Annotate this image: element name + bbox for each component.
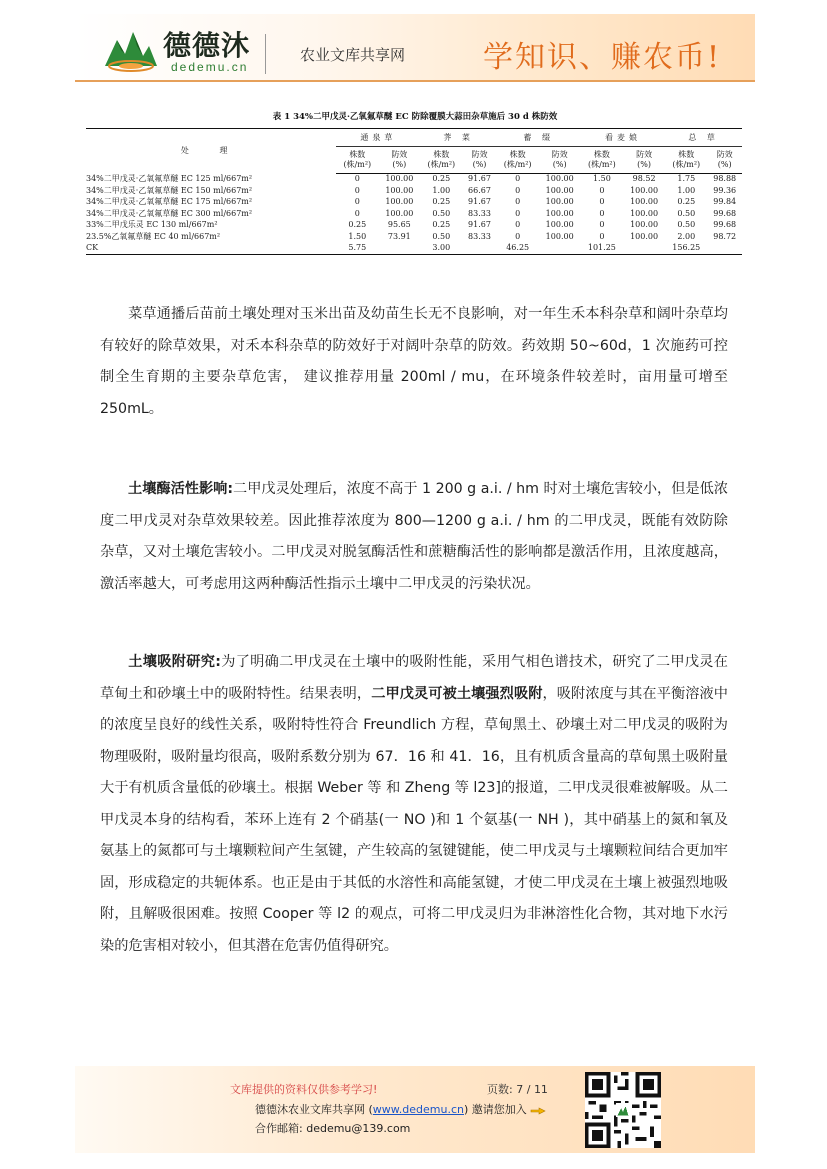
efficacy-cell: 83.33 (468, 231, 491, 241)
count-cell: 1.50 (348, 231, 367, 241)
subheader-unit: (%) (392, 160, 407, 169)
pointing-hand-icon (530, 1105, 546, 1116)
efficacy-cell: 100.00 (630, 185, 659, 195)
count-cell: 0 (354, 197, 360, 206)
treatment-cell: 33%二甲戊乐灵 EC 130 ml/667m² (86, 220, 218, 229)
table-body (86, 173, 742, 255)
efficacy-subheader (707, 146, 742, 173)
treatment-cell: 34%二甲戊灵·乙氧氟草醚 EC 125 ml/667m² (86, 173, 253, 183)
table-row (86, 208, 742, 220)
subheader-label: 株数 (509, 149, 526, 159)
count-cell: 0.50 (677, 220, 696, 229)
logo-domain: dedemu.cn (171, 60, 249, 74)
efficacy-cell: 100.00 (545, 208, 574, 218)
table-row (86, 243, 742, 255)
paragraph-text: ，吸附浓度与其在平衡溶液中的浓度呈良好的线性关系，吸附特性符合 Freundlich 方程，草甸黑土、砂壤土对二甲戊灵的吸附为物理吸附，吸附量均很高，吸附系数分别为 67．16 和 41．16，且有机质含量高的草甸黑土吸附量大于有机质含量低的砂壤土。根据 Weber 等 和 Zheng 等 l23]的报道，二甲戊灵很难被解吸。从二甲戊灵本身的结构看，苯环上连有 2 个硝基(一 NO )和 1 个氨基(一 NH )，其中硝基上的氮和氧及氨基上的氮都可与土壤颗粒间产生氢键，产生较高的氢键键能，使二甲戊灵与土壤颗粒间结合更加牢固，形成稳定的共轭体系。也正是由于其低的水溶性和高能氢键，才使二甲戊灵在土壤上被强烈地吸附，且解吸很困难。按照 Cooper 等 l2 的观点，可将二甲戊灵归为非淋溶性化合物，其对地下水污染的危害相对较小，但其潜在危害仍值得研究。 (100, 685, 728, 954)
footer-site-prefix: 德德沐农业文库共享网 ( (255, 1103, 373, 1116)
treatment-cell: 34%二甲戊灵·乙氧氟草醚 EC 175 ml/667m² (86, 197, 253, 206)
count-cell: 0 (515, 174, 521, 183)
subheader-label: 株数 (678, 149, 695, 159)
count-cell: 0 (599, 185, 605, 195)
efficacy-cell (623, 243, 665, 255)
count-cell: 0.25 (432, 197, 451, 206)
efficacy-cell: 100.00 (545, 231, 574, 241)
efficacy-cell: 100.00 (545, 185, 574, 195)
header-divider (265, 34, 266, 74)
efficacy-cell (707, 243, 742, 255)
count-cell: 0.25 (432, 174, 451, 183)
page-header (75, 14, 755, 80)
efficacy-subheader (462, 146, 497, 173)
count-cell: 1.00 (432, 185, 451, 195)
subheader-label: 防效 (551, 149, 568, 159)
efficacy-cell: 100.00 (630, 208, 659, 218)
efficacy-cell: 95.65 (387, 220, 411, 229)
count-cell: 0 (354, 208, 360, 218)
count-subheader (497, 146, 539, 173)
table-row (86, 173, 742, 185)
efficacy-cell: 73.91 (387, 231, 411, 241)
efficacy-cell: 91.67 (468, 174, 491, 183)
paragraph (100, 474, 728, 600)
group-header: 总 草 (665, 129, 742, 147)
efficacy-cell: 99.84 (713, 197, 737, 206)
qr-code-icon (585, 1072, 661, 1148)
count-cell: 0 (354, 185, 360, 195)
count-cell: 0.25 (348, 220, 367, 229)
efficacy-cell (539, 243, 581, 255)
footer-email (255, 1120, 410, 1136)
count-cell: 2.00 (677, 231, 696, 241)
count-cell: 156.25 (665, 243, 707, 255)
efficacy-cell: 98.72 (713, 231, 737, 241)
efficacy-cell: 100.00 (385, 185, 414, 195)
efficacy-cell: 100.00 (545, 220, 574, 229)
treatment-cell: CK (86, 243, 336, 255)
count-subheader (581, 146, 623, 173)
treatment-header: 处 理 (86, 129, 336, 174)
efficacy-cell: 99.36 (713, 185, 737, 195)
count-cell: 1.50 (592, 174, 611, 183)
page-label: 页数: (487, 1083, 513, 1096)
count-cell: 0 (599, 208, 605, 218)
count-cell: 0 (515, 220, 521, 229)
efficacy-cell (462, 243, 497, 255)
count-subheader (420, 146, 462, 173)
count-cell: 0 (599, 197, 605, 206)
count-cell: 3.00 (420, 243, 462, 255)
subheader-unit: (%) (472, 160, 487, 169)
header-rule (75, 80, 755, 82)
count-cell: 0 (515, 197, 521, 206)
efficacy-cell: 98.52 (632, 174, 656, 183)
subheader-unit: (株/m²) (503, 160, 532, 169)
page-current: 7 (516, 1083, 524, 1096)
subheader-unit: (株/m²) (672, 160, 701, 169)
treatment-cell: 23.5%乙氧氟草醚 EC 40 ml/667m² (86, 231, 221, 241)
subheader-label: 株数 (593, 149, 610, 159)
efficacy-cell: 99.68 (713, 208, 737, 218)
table-row (86, 220, 742, 232)
efficacy-cell: 100.00 (385, 208, 414, 218)
group-header: 看麦娘 (581, 129, 665, 147)
efficacy-cell: 100.00 (545, 197, 574, 206)
group-header: 荠 菜 (420, 129, 496, 147)
subheader-unit: (株/m²) (427, 160, 456, 169)
efficacy-cell: 100.00 (545, 174, 574, 183)
slogan: 学知识、赚农币! (483, 40, 722, 75)
efficacy-cell: 100.00 (385, 197, 414, 206)
count-cell: 1.75 (677, 174, 696, 183)
site-link[interactable]: www.dedemu.cn (372, 1103, 464, 1116)
subheader-label: 防效 (391, 149, 408, 159)
page-separator: / (526, 1083, 531, 1096)
count-cell: 0 (599, 220, 605, 229)
subheader-unit: (%) (637, 160, 651, 169)
paragraph (100, 647, 728, 962)
group-header: 蓄 缀 (497, 129, 581, 147)
count-cell: 46.25 (497, 243, 539, 255)
count-cell: 0 (515, 231, 521, 241)
count-cell: 0 (515, 185, 521, 195)
subheader-unit: (株/m²) (588, 160, 616, 169)
count-cell: 0 (599, 231, 605, 241)
efficacy-cell: 100.00 (630, 220, 659, 229)
table-row (86, 197, 742, 209)
site-name: 农业文库共享网 (300, 46, 406, 64)
page-indicator (487, 1081, 548, 1097)
footer-notice: 文库提供的资料仅供参考学习! (230, 1083, 378, 1096)
footer-site (255, 1101, 546, 1117)
page-total: 11 (533, 1083, 548, 1096)
page-footer (75, 1066, 755, 1153)
count-cell: 0 (354, 174, 360, 183)
table-title: 表 1 34%二甲戊灵·乙氧氟草醚 EC 防除覆膜大蒜田杂草施后 30 d 株防效 (272, 112, 558, 122)
efficacy-subheader (378, 146, 420, 173)
efficacy-cell: 83.33 (468, 208, 491, 218)
count-subheader (665, 146, 707, 173)
group-header: 通泉草 (336, 129, 420, 147)
subheader-label: 株数 (349, 149, 366, 159)
email-label: 合作邮箱: (255, 1122, 303, 1135)
efficacy-subheader (539, 146, 581, 173)
paragraph-text: 为了明确二甲戊灵在土壤中的吸附性能，采用气相色谱技术，研究了二甲戊灵在草甸土和砂壤土中的吸附特性。结果表明， (100, 654, 728, 702)
paragraph-lead: 土壤吸附研究: (128, 654, 221, 670)
subheader-unit: (%) (552, 160, 567, 169)
efficacy-cell: 91.67 (468, 220, 491, 229)
table-row (86, 185, 742, 197)
efficacy-cell: 66.67 (468, 185, 491, 195)
subheader-label: 防效 (636, 149, 653, 159)
paragraph (100, 299, 728, 425)
mountain-logo-icon (103, 26, 159, 74)
subheader-label: 株数 (433, 149, 450, 159)
count-cell: 0 (515, 208, 521, 218)
efficacy-cell (378, 243, 420, 255)
count-cell: 0.50 (432, 208, 451, 218)
paragraph-lead: 土壤酶活性影响: (128, 481, 234, 497)
efficacy-cell: 100.00 (630, 197, 659, 206)
count-cell: 0.25 (677, 197, 696, 206)
efficacy-cell: 98.88 (713, 174, 737, 183)
footer-site-suffix: ) 邀请您加入 (463, 1103, 527, 1116)
count-cell: 0.50 (677, 208, 696, 218)
count-cell: 0.50 (432, 231, 451, 241)
logo-text: 德德沐 (163, 29, 251, 62)
efficacy-table (86, 128, 742, 255)
count-cell: 5.75 (336, 243, 378, 255)
efficacy-cell: 99.68 (713, 220, 737, 229)
subheader-unit: (%) (717, 160, 732, 169)
table-row (86, 231, 742, 243)
count-cell: 1.00 (677, 185, 696, 195)
count-subheader (336, 146, 378, 173)
count-cell: 0.25 (432, 220, 451, 229)
email-address[interactable]: dedemu@139.com (306, 1122, 411, 1135)
treatment-cell: 34%二甲戊灵·乙氧氟草醚 EC 150 ml/667m² (86, 185, 253, 195)
efficacy-cell: 91.67 (468, 197, 491, 206)
paragraph-text: 菜草通播后苗前土壤处理对玉米出苗及幼苗生长无不良影响，对一年生禾本科杂草和阔叶杂草均有较好的除草效果，对禾本科杂草的防效好于对阔叶杂草的防效。药效期 50~60d，1 次施药可控制全生育期的主要杂草危害， 建议推荐用量 200ml / mu，在环境条件较差时，亩用量可增至 250mL。 (100, 306, 728, 417)
count-cell: 101.25 (581, 243, 623, 255)
subheader-label: 防效 (471, 149, 488, 159)
treatment-cell: 34%二甲戊灵·乙氧氟草醚 EC 300 ml/667m² (86, 208, 253, 218)
efficacy-subheader (623, 146, 665, 173)
paragraph-emphasis: 二甲戊灵可被土壤强烈吸附 (371, 685, 543, 702)
efficacy-cell: 100.00 (385, 174, 414, 183)
efficacy-cell: 100.00 (630, 231, 659, 241)
subheader-unit: (株/m²) (343, 160, 372, 169)
subheader-label: 防效 (716, 149, 733, 159)
paragraph-text: 二甲戊灵处理后，浓度不高于 1 200 g a.i. / hm 时对土壤危害较小，但是低浓度二甲戊灵对杂草效果较差。因此推荐浓度为 800—1200 g a.i. / hm 的二甲戊灵，既能有效防除杂草，又对土壤危害较小。二甲戊灵对脱氢酶活性和蔗糖酶活性的影响都是激活作用，且浓度越高，激活率越大，可考虑用这两种酶活性指示土壤中二甲戊灵的污染状况。 (100, 481, 728, 592)
